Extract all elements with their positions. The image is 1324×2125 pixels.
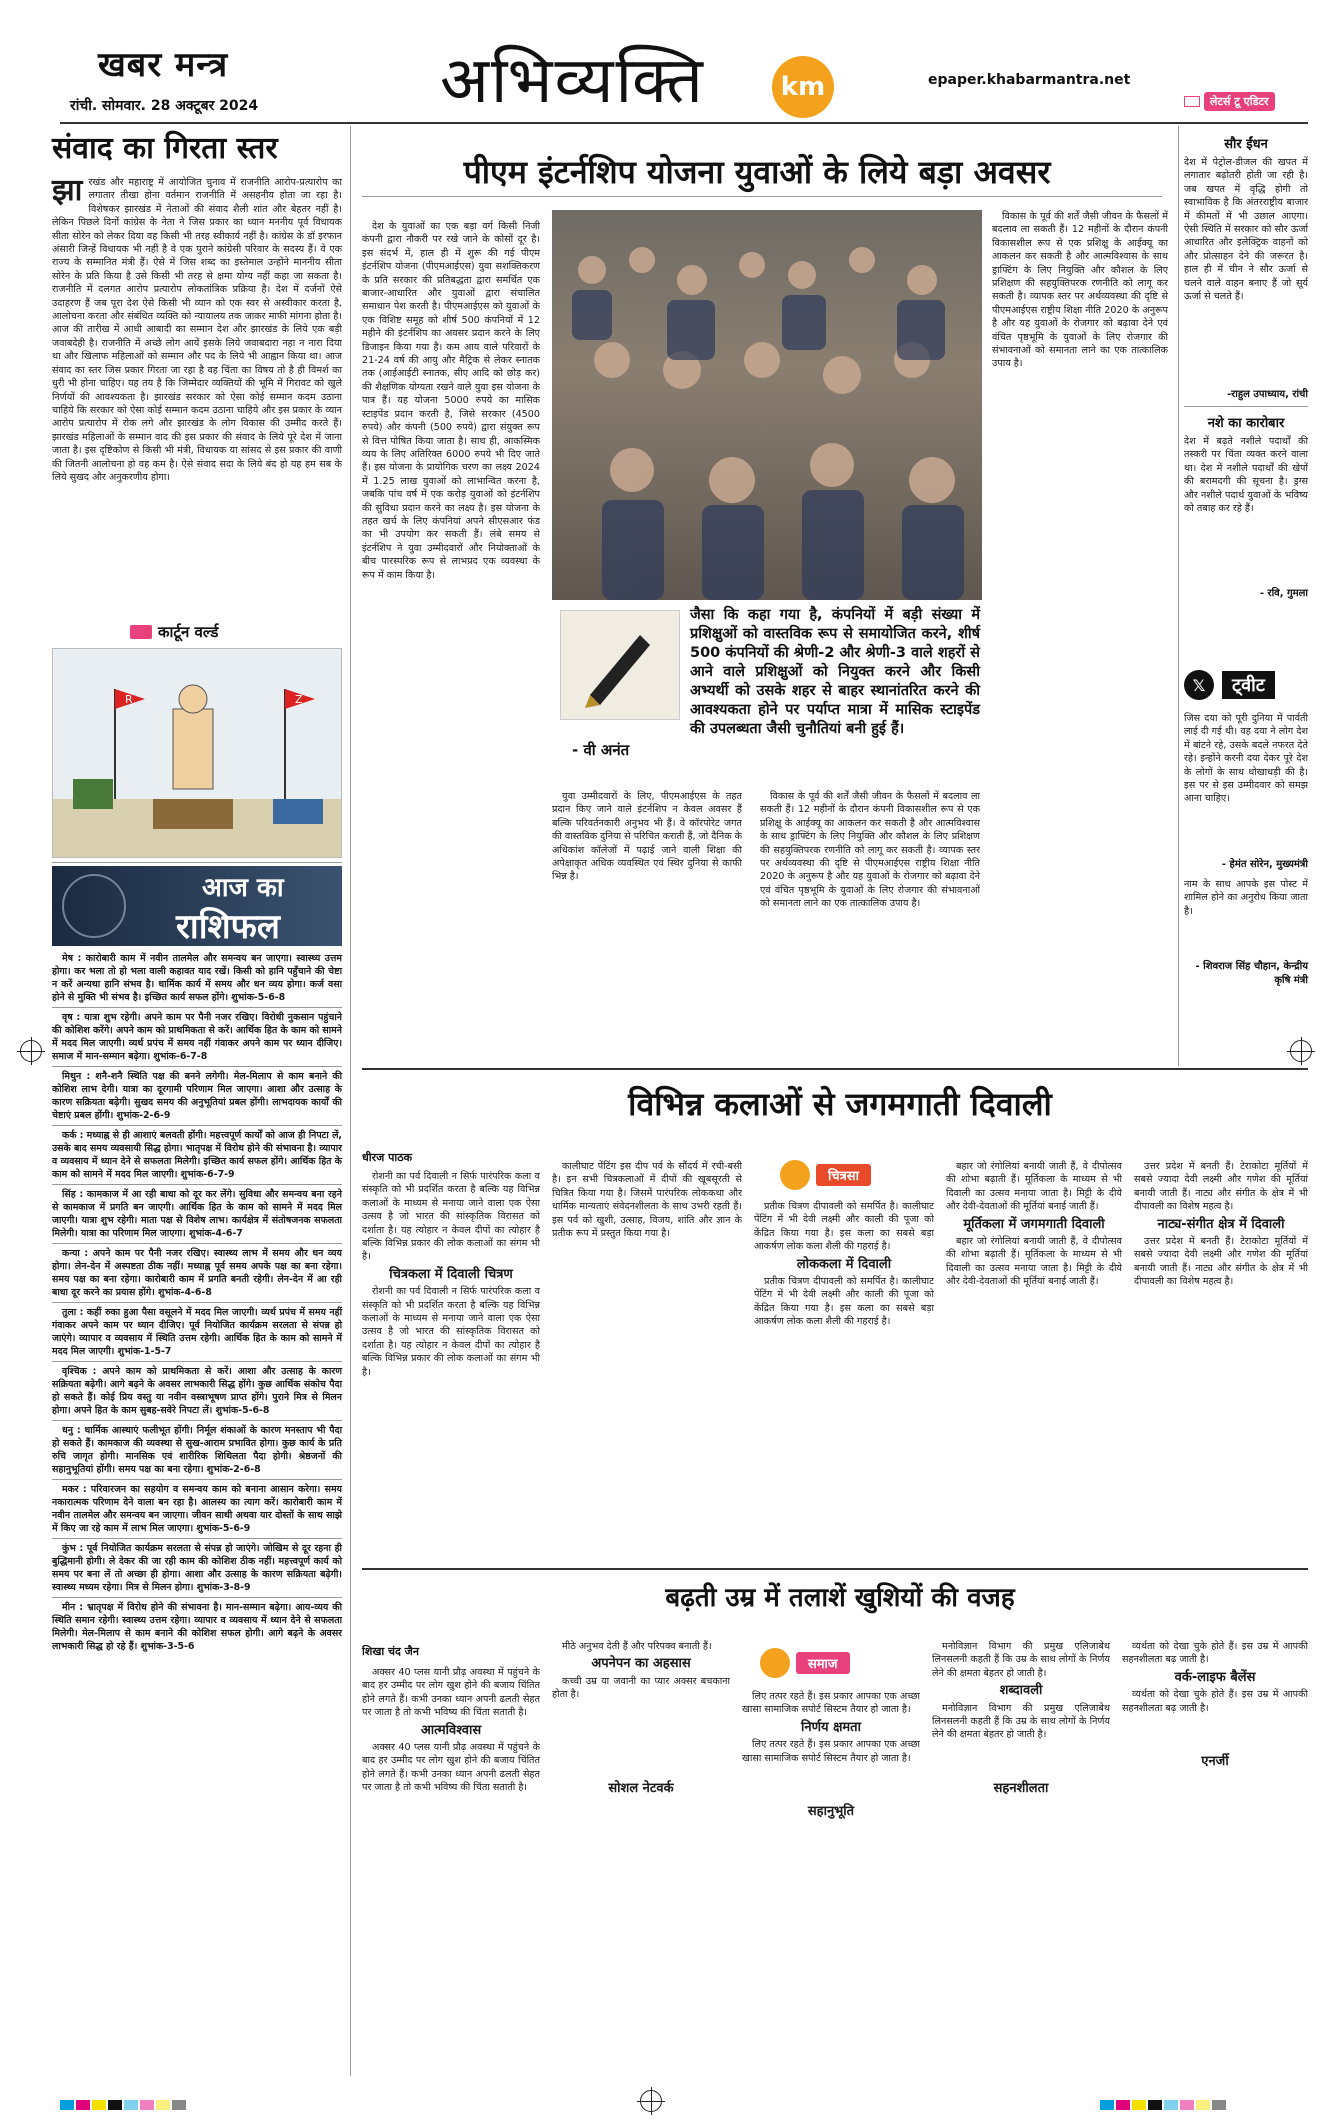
happiness-sub-3: सोशल नेटवर्क: [608, 1780, 674, 1796]
tweet-body: जिस दया को पूरी दुनिया में पार्वती लाई दी गई थी। वह दया ने लोग देश में बांटने रहे, उसके बदले नफरत देते रहे। इन्होंने करनी दया देकर पूरे देश के लोगों के साथ धोखाधड़ी की है। इस पर से इस उम्मीदवार को समझ आना चाहिए। - हेमंत सोरेन, मुख्यमंत्री नाम के साथ आपके इस पोस्ट में शामिल होने का अनुरोध किया जाता है। - शिवराज सिंह चौहान, केन्द्रीय कृषि मंत्री: [1184, 713, 1308, 986]
main-headline: पीएम इंटर्नशिप योजना युवाओं के लिये बड़ा अवसर: [463, 153, 1051, 191]
rashifal-list: [52, 952, 342, 1656]
rashifal-item-kark: कर्क : मध्याह्न से ही आशाएं बलवती होंगी। महत्त्वपूर्ण कार्यों को आज ही निपटा लें, उसके बाद समय व्यवसायी सिद्ध होगा। भातृपक्ष में विरोध होने की संभावना है। व्यापार व व्यवसाय में ध्यान देने से सफलता मिलेगी। इच्छित कार्य सफल होंगे। आर्थिक हित के काम को सामने में मदद मिल जाएगी। शुभांक-6-7-9: [52, 1130, 342, 1180]
main-author: - वी अनंत: [572, 741, 630, 759]
main-photo: [552, 210, 982, 600]
diwali-tag: [780, 1160, 871, 1190]
letters-tag-label: लेटर्स टू एडिटर: [1204, 92, 1275, 111]
epaper-url[interactable]: epaper.khabarmantra.net: [928, 72, 1131, 88]
diwali-col-3: प्रतीक चित्रण दीपावली को समर्पित है। कालीघाट पेंटिंग में भी देवी लक्ष्मी और काली की पूजा को केंद्रित किया गया है। इस कला का सबसे बड़ा आकर्षण लोक कला शैली की गहराई है। लोककला में दिवाली प्रतीक चित्रण दीपावली को समर्पित है। कालीघाट पेंटिंग में भी देवी लक्ष्मी और काली की पूजा को केंद्रित किया गया है। इस कला का सबसे बड़ा आकर्षण लोक कला शैली की गहराई है।: [754, 1201, 934, 1328]
happiness-sub-7: सहनशीलता: [993, 1780, 1049, 1796]
editorial-body: [52, 173, 342, 484]
letters-list: [1184, 130, 1308, 599]
happiness-col-4: मनोविज्ञान विभाग की प्रमुख एलिजाबेथ लिनसलनी कहती हैं कि उम्र के साथ लोगों के निर्णय लेने की क्षमता बेहतर हो जाती है। शब्दावली मनोविज्ञान विभाग की प्रमुख एलिजाबेथ लिनसलनी कहती हैं कि उम्र के साथ लोगों के निर्णय लेने की क्षमता बेहतर हो जाती है। सहनशीलता: [932, 1641, 1110, 1796]
letter-title: नशे का कारोबार: [1207, 416, 1285, 431]
letter-body: देश में पेट्रोल-डीजल की खपत में लगातार बढ़ोतरी होती जा रही है। जब खपत में वृद्धि होगी तो स्वाभाविक है कि अंतरराष्ट्रीय बाजार में कीमतों में भी उछाल आएगा। ऐसी स्थिति में सरकार को सौर ऊर्जा आधारित और इलेक्ट्रिक वाहनों को और प्रोत्साहन देने की जरूरत है। हाल ही में चीन ने सौर ऊर्जा से चलने वाले वाहन बनाए हैं जो सूर्य ऊर्जा से चलते हैं।: [1184, 157, 1308, 303]
section-title: अभिव्यक्ति: [440, 44, 705, 118]
tweet-signature: - हेमंत सोरेन, मुख्यमंत्री: [1221, 859, 1308, 870]
diwali-col-2: कालीघाट पेंटिंग इस दीप पर्व के सौंदर्य में रची-बसी है। इन सभी चित्रकलाओं में दीपों की खूबसूरती से चित्रित किया गया है। जिसमें पारंपरिक लोककथा और धार्मिक मान्यताएं संवेदनशीलता के साथ उभरी रहती हैं। इस पर्व को खुशी, उत्साह, विजय, शांति और ज्ञान के प्रतीक रूप में प्रस्तुत किया गया है।: [552, 1161, 742, 1240]
registration-mark: [20, 1040, 42, 1062]
happiness-tag-label: समाज: [796, 1652, 850, 1674]
rashifal-item-dhanu: धनु : धार्मिक आस्थाएं फलीभूत होंगी। निर्मूल शंकाओं के कारण मनस्ताप भी पैदा हो सकते हैं। कामकाज की व्यवस्था से सुख-आराम प्रभावित होगा। कुछ कार्य के प्रति रुचि जागृत होगी। मानसिक एवं शारीरिक शिथिलता पैदा होगी। श्रेष्ठजनों की सहानुभूतियां होंगी। समय पक्ष का बना रहेगा। शुभांक-2-6-8: [52, 1425, 342, 1475]
happiness-sub-8: वर्क-लाइफ बैलेंस: [1174, 1669, 1256, 1685]
cartoon-image: [52, 648, 342, 858]
color-calibration-bar: [60, 2100, 186, 2110]
registration-mark: [640, 2090, 662, 2112]
letter-signature: - रवि, गुमला: [1259, 588, 1308, 599]
happiness-sub-5: सहानुभूति: [807, 1804, 855, 1820]
happiness-headline: बढ़ती उम्र में तलाशें खुशियों की वजह: [665, 1583, 1015, 1613]
envelope-icon: [130, 625, 152, 639]
editorial-headline: संवाद का गिरता स्तर: [52, 131, 278, 166]
crowd-photo: [552, 210, 982, 600]
paper-name: खबर मन्त्र: [98, 45, 229, 85]
rashifal-item-mithun: मिथुन : शनै-शनै स्थिति पक्ष की बनने लगेगी। मेल-मिलाप से काम बनाने की कोशिश लाभ देगी। यात्रा का दूरगामी परिणाम मिल जाएगा। आशा और उत्साह के कारण सक्रियता बढ़ेगी। सुखद समय की अनुभूतियां प्रबल होंगी। लाभदायक कार्यों की चेष्टाएं प्रबल होंगी। शुभांक-2-6-9: [52, 1071, 342, 1121]
happiness-tag: [760, 1648, 850, 1678]
diwali-sub-2: लोककला में दिवाली: [796, 1256, 892, 1272]
happiness-byline: शिखा चंद जैन: [362, 1645, 419, 1658]
paint-icon: [780, 1160, 810, 1190]
pen-icon: [560, 610, 680, 720]
diwali-sub-1: चित्रकला में दिवाली चित्रण: [389, 1266, 513, 1282]
registration-mark: [1290, 1040, 1312, 1062]
letter-body: देश में बढ़ते नशीले पदार्थों की तस्करी पर चिंता व्यक्त करने वाला था। देश में नशीले पदार्थों की खेपों की बरामदगी की सूचना है। ड्रग्स और नशीले पदार्थ युवाओं के भविष्य को तबाह कर रहे हैं।: [1184, 436, 1308, 515]
tweet-signature-2: - शिवराज सिंह चौहान, केन्द्रीय कृषि मंत्री: [1195, 961, 1308, 986]
main-col-1: देश के युवाओं का एक बड़ा वर्ग किसी निजी कंपनी द्वारा नौकरी पर रखे जाने के कोसों दूर है। इस संदर्भ में, हाल ही में शुरू की गई पीएम इंटर्नशिप योजना (पीएमआईएस) युवा सशक्तिकरण के प्रति सरकार की प्रतिबद्धता द्वारा समर्थित एक बाजार-आधारित और युवाओं द्वारा संचालित समाधान पेश करती है। पीएमआईएस को युवाओं के एक विशिष्ट समूह को शीर्ष 500 कंपनियों में 12 महीने की इंटर्नशिप का अवसर प्रदान करने के लिए डिजाइन किया गया है। कम आय वाले परिवारों के 21-24 वर्ष की आयु और मैट्रिक से लेकर स्नातक तक (आईआईटी स्नातक, सीए आदि को छोड़ कर) की शैक्षणिक योग्यता रखने वाले युवा इस योजना के पात्र हैं। यह योजना 5000 रुपये का मासिक स्टाइपेंड प्रदान करती है, जिसे सरकार (4500 रुपये) और कंपनी (500 रुपये) द्वारा संयुक्त रूप से वित्त पोषित किया जाता है। साथ ही, आकस्मिक व्यय के लिए अतिरिक्त 6000 रुपये भी दिए जाते हैं। इस योजना के प्रायोगिक चरण का लक्ष्य 2024 में 1.25 लाख युवाओं को लाभान्वित करना है, जबकि पांच वर्ष में एक करोड़ युवाओं को इंटर्नशिप की सुविधा प्रदान करने का लक्ष्य है। इस योजना के तहत खर्च के लिए कंपनियां अपने सीएसआर फंड का भी उपयोग कर सकती हैं। लंबे समय से इंटर्नशिप ने युवा उम्मीदवारों और नियोक्ताओं के बीच पारस्परिक रूप से लाभप्रद एक व्यवस्था के रूप में काम किया है।: [362, 221, 540, 581]
zodiac-wheel-icon: [62, 874, 126, 938]
svg-text:R: R: [125, 693, 133, 706]
diwali-col-1: रोशनी का पर्व दिवाली न सिर्फ पारंपरिक कला व संस्कृति को भी प्रदर्शित करता है बल्कि यह विभिन्न कलाओं के माध्यम से मनाया जाने वाला एक ऐसा उत्सव है जो भारत की सांस्कृतिक विरासत को दर्शाता है। यह त्योहार न केवल दीपों का त्योहार है बल्कि विभिन्न प्रकार की लोक कलाओं का संगम भी है। चित्रकला में दिवाली चित्रण रोशनी का पर्व दिवाली न सिर्फ पारंपरिक कला व संस्कृति को भी प्रदर्शित करता है बल्कि यह विभिन्न कलाओं के माध्यम से मनाया जाने वाला एक ऐसा उत्सव है जो भारत की सांस्कृतिक विरासत को दर्शाता है। यह त्योहार न केवल दीपों का त्योहार है बल्कि विभिन्न प्रकार की लोक कलाओं का संगम भी है।: [362, 1171, 540, 1378]
x-logo-icon: 𝕏: [1184, 670, 1214, 700]
happiness-sub-1: आत्मविश्वास: [420, 1722, 482, 1738]
rashifal-item-kumbh: कुंभ : पूर्व नियोजित कार्यक्रम सरलता से संपन्न हो जाएंगे। जोखिम से दूर रहना ही बुद्धिमानी होगी। ले देकर की जा रही काम की कोशिश ठीक नहीं। महत्त्वपूर्ण कार्य को समय पर बना लें तो अच्छा ही होगा। आशा और उत्साह के कारण सक्रियता बढ़ेगी। स्वास्थ्य मध्यम रहेगा। मित्र से मिलन होगा। शुभांक-3-8-9: [52, 1543, 342, 1593]
happiness-sub-4: निर्णय क्षमता: [801, 1719, 861, 1735]
pull-quote: जैसा कि कहा गया है, कंपनियों में बड़ी संख्या में प्रशिक्षुओं को वास्तविक रूप से समायोजित करने, शीर्ष 500 कंपनियों की श्रेणी-2 और श्रेणी-3 वाले शहरों से आने वाले प्रशिक्षुओं को नियुक्त करने और किसी अभ्यर्थी को उसके शहर से बाहर स्थानांतरित करने की आवश्यकता होने पर पर्याप्त मात्रा में मासिक स्टाइपेंड की उपलब्धता जैसी चुनौतियां बनी हुई हैं।: [690, 607, 980, 737]
diwali-headline: विभिन्न कलाओं से जगमगाती दिवाली: [628, 1085, 1052, 1123]
cartoon-tag-label: कार्टून वर्ल्ड: [158, 623, 219, 641]
editorial-text: रखंड और महाराष्ट्र में आयोजित चुनाव में राजनीति आरोप-प्रत्यारोप का लगातार तीखा होना वर्तमान राजनीति में असहनीय होता जा रहा है। विशेषकर झारखंड में नेताओं की संवाद शैली शांत और बेहतर नहीं है। लेकिन पिछले दिनों कांग्रेस के नेता ने जिस प्रकार का ध्यान मननीय पूर्व विधायक सीता सोरेन को लेकर दिया वह किसी भी तरह स्वीकार्य नहीं है। कांग्रेस के डॉ इरफान अंसारी जिन्हें विधायक भी नहीं है वे एक पुराने कांग्रेसी परिवार के सदस्य हैं। वे एक राज्य के सम्मानित मंत्री हैं। ऐसे में जिस शब्द का इस्तेमाल उन्होंने माननीय सीता सोरेन के प्रति किया है उसे किसी भी तरह से क्षमा योग्य नहीं कहा जा सकता है। राजनीति में दलगत आरोप प्रत्यारोप लोकतांत्रिक प्रक्रिया है। देश में दर्जनों ऐसे उदाहरण हैं जब पूरा देश ऐसे किसी भी व्यान को एक स्वर से अस्वीकार करता है, आलोचना करता और संबंधित व्यक्ति को न्यायालय तक जाकर माफी मांगना होता है। आज की तारीख में आधी आबादी का सम्मान देश और झारखंड के लिये एक बड़ी जवाबदेही है। राजनीति में अच्छे लोग आयें इसके लिये जवाबदारा नहा न नारा दिया था और खिलाफ महिलाओं को सम्मान और पद के लिये भी आह्वान किया था। आज संवाद का स्तर जिस प्रकार गिरता जा रहा है वह चिंता का विषय तो है ही विमर्श का धुरी भी होना चाहिए। यह तय है कि जिम्मेदार व्यक्तियों की भूमि में गिरावट को खुले निर्णयों की आवश्यकता है। झारखंड सरकार को ऐसा कोई सम्मान कदम उठाना चाहिये कि सरकार को ऐसा कोई सम्मान कदम उठाना चाहिये और इस प्रकार के व्यान आरोप प्रत्यारोप में रोक लगे और झारखंड के लोग विकास की उम्मीद करते हैं। झारखंड महिलाओं के सम्मान वाद की इस प्रकार की संवाद के लिये पूरे देश में जाना जाता है। इस दृष्टिकोण से किसी भी मंत्री, विधायक या सांसद से इस प्रकार की वाणी की जितनी आलोचना हो वह कम है। ऐसे संवाद सदा के लिये बंद हो यह हम सब के लिये सुखद और अनुकरणीय होगा।: [52, 177, 342, 483]
tweet-tag-label: ट्वीट: [1222, 671, 1275, 699]
rashifal-title-top: आज का: [202, 873, 284, 903]
main-col-2b: विकास के पूर्व की शर्तें जैसी जीवन के फैसलों में बदलाव ला सकती हैं। 12 महीनों के दौरान कंपनी विकासशील रूप से एक प्रशिक्षु के आईक्यू का आकलन कर सकती है और आत्मविश्वास के साथ ड्राफ्टिंग के लिए नियुक्ति और कौशल के लिए प्रशिक्षण की सहयुक्तिपरक रणनीति को लागू कर सकती है। व्यापक स्तर पर अर्थव्यवस्था की दृष्टि से पीएमआईएस राष्ट्रीय शिक्षा नीति 2020 के अनुरूप है और यह युवाओं के रोजगार को बढ़ावा देने एवं वंचित पृष्ठभूमि के युवाओं के लिए रोजगार की संभावनाओं को समानता लाने का एक तात्कालिक उपाय है।: [760, 791, 980, 910]
logo: km: [772, 56, 834, 118]
happiness-col-1: अक्सर 40 प्लस यानी प्रौढ़ अवस्था में पहुंचने के बाद हर उम्मीद पर लोग खुश होने की बजाय चिंतित होने लगते हैं। कभी उनका ध्यान अपनी ढलती सेहत पर जाता है तो कभी भविष्य की चिंता सताती है। आत्मविश्वास अक्सर 40 प्लस यानी प्रौढ़ अवस्था में पहुंचने के बाद हर उम्मीद पर लोग खुश होने की बजाय चिंतित होने लगते हैं। कभी उनका ध्यान अपनी ढलती सेहत पर जाता है तो कभी भविष्य की चिंता सताती है।: [362, 1667, 540, 1794]
rashifal-banner: [52, 866, 342, 946]
people-icon: [760, 1648, 790, 1678]
main-col-2: युवा उम्मीदवारों के लिए, पीएमआईएस के तहत प्रदान किए जाने वाले इंटर्नशिप न केवल अवसर हैं बल्कि परिवर्तनकारी अनुभव भी हैं। वे कॉरपोरेट जगत की वास्तविक दुनिया से परिचित कराती हैं, जो दैनिक के अधिकांश कॉलेजों में पढ़ाई जाने वाली शिक्षा की अपेक्षाकृत अधिक व्यवस्थित एवं स्थिर दुनिया से काफी भिन्न है।: [552, 791, 742, 883]
main-col-3: विकास के पूर्व की शर्तें जैसी जीवन के फैसलों में बदलाव ला सकती हैं। 12 महीनों के दौरान कंपनी विकासशील रूप से एक प्रशिक्षु के आईक्यू का आकलन कर सकती है और आत्मविश्वास के साथ ड्राफ्टिंग के लिए नियुक्ति और कौशल के लिए प्रशिक्षण की सहयुक्तिपरक रणनीति को लागू कर सकती है। व्यापक स्तर पर अर्थव्यवस्था की दृष्टि से पीएमआईएस राष्ट्रीय शिक्षा नीति 2020 के अनुरूप है और यह युवाओं के रोजगार को बढ़ावा देने एवं वंचित पृष्ठभूमि के युवाओं के लिए रोजगार की संभावनाओं को समानता लाने का एक तात्कालिक उपाय है।: [992, 211, 1168, 370]
happiness-col-2: मीठे अनुभव देती हैं और परिपक्व बनाती हैं। अपनेपन का अहसास कच्ची उम्र या जवानी का प्यार अक्सर बचकाना होता है। सोशल नेटवर्क: [552, 1641, 730, 1796]
svg-text:Z: Z: [295, 693, 303, 706]
cartoon-drawing: [53, 649, 342, 858]
date-line: रांची. सोमवार. 28 अक्टूबर 2024: [70, 98, 259, 114]
rashifal-item-kanya: कन्या : अपने काम पर पैनी नजर रखिए। स्वास्थ्य लाभ में समय और धन व्यय होगा। लेन-देन में अस्पष्टता ठीक नहीं। मध्याह्न पूर्व समय अपके पक्ष का बना रहेगा। समय पक्ष का बना रहेगा। कारोबारी काम में प्रगति बनती रहेगी। लेन-देन में आ रही बाधा दूर करने का प्रयास होंगे। शुभांक-4-6-8: [52, 1248, 342, 1298]
diwali-byline: धीरज पाठक: [362, 1151, 413, 1164]
diwali-col-5: उत्तर प्रदेश में बनती हैं। टेराकोटा मूर्तियों में सबसे ज्यादा देवी लक्ष्मी और गणेश की मूर्तियां बनायी जाती हैं। नाट्य और संगीत के क्षेत्र में भी दीपावली का विशेष महत्व है। नाट्य-संगीत क्षेत्र में दिवाली उत्तर प्रदेश में बनती हैं। टेराकोटा मूर्तियों में सबसे ज्यादा देवी लक्ष्मी और गणेश की मूर्तियां बनायी जाती हैं। नाट्य और संगीत के क्षेत्र में भी दीपावली का विशेष महत्व है।: [1134, 1161, 1308, 1288]
drop-letter: झा: [52, 173, 83, 208]
rashifal-item-mesh: मेष : कारोबारी काम में नवीन तालमेल और समन्वय बन जाएगा। स्वास्थ्य उत्तम होगा। कर भला तो हो भला वाली कहावत याद रखें। किसी को हानि पहुँचाने की चेष्टा न करें अन्यथा हानि संभव है। धार्मिक कार्य में समय और धन व्यय होगा। कर्ज वसा होने से मुक्ति भी संभव है। इच्छित कार्य सफल होंगे। शुभांक-5-6-8: [52, 953, 342, 1003]
rashifal-item-meen: मीन : भ्रातृपक्ष में विरोध होने की संभावना है। मान-सम्मान बढ़ेगा। आय-व्यय की स्थिति समान रहेगी। स्वास्थ्य उत्तम रहेगा। व्यापार व व्यवसाय में ध्यान देने से सफलता मिलेगी। मेल-मिलाप से काम बनाने की कोशिश सफल होगी। आगे बढ़ने के अवसर लाभकारी सिद्ध हो रहे हैं। शुभांक-3-5-6: [52, 1602, 342, 1652]
happiness-sub-2: अपनेपन का अहसास: [591, 1656, 691, 1672]
cartoon-tag: [130, 622, 218, 642]
happiness-col-5: व्यर्थता को देखा चुके होते हैं। इस उम्र में आपकी सहनशीलता बढ़ जाती है। वर्क-लाइफ बैलेंस व्यर्थता को देखा चुके होते हैं। इस उम्र में आपकी सहनशीलता बढ़ जाती है। एनर्जी: [1122, 1641, 1308, 1770]
diwali-sub-4: नाट्य-संगीत क्षेत्र में दिवाली: [1157, 1216, 1285, 1232]
happiness-col-3: लिए तत्पर रहते हैं। इस प्रकार आपका एक अच्छा खासा सामाजिक सपोर्ट सिस्टम तैयार हो जाता है। निर्णय क्षमता लिए तत्पर रहते हैं। इस प्रकार आपका एक अच्छा खासा सामाजिक सपोर्ट सिस्टम तैयार हो जाता है। सहानुभूति: [742, 1691, 920, 1820]
letter-title: सौर ईंधन: [1224, 137, 1268, 152]
diwali-tag-label: चित्रसा: [816, 1164, 871, 1186]
happiness-sub-6: शब्दावली: [999, 1683, 1043, 1699]
rashifal-item-makar: मकर : परिवारजन का सहयोग व समन्वय काम को बनाना आसान करेगा। समय नकारात्मक परिणाम देने वाला बन रहा है। आलस्य का त्याग करें। कारोबारी काम में नवीन तालमेल और समन्वय बन जाएगा। जीवन साथी अथवा यार दोस्तों के साथ साझे में किए जा रहे काम में लाभ मिल जाएगा। शुभांक-5-6-9: [52, 1484, 342, 1534]
tweet-tag: [1184, 670, 1308, 700]
rashifal-title-bottom: राशिफल: [176, 907, 280, 946]
rashifal-item-vrishchik: वृश्चिक : अपने काम को प्राथमिकता से करें। आशा और उत्साह के कारण सक्रियता बढ़ेगी। आगे बढ़ने के अवसर लाभकारी सिद्ध होंगे। कुछ आर्थिक संकोच पैदा हो सकते हैं। कोई प्रिय वस्तु या नवीन वस्त्राभूषण प्राप्त होंगे। पुराने मित्र से मिलन होगा। अपने हित के काम सुबह-सवेरे निपटा लें। शुभांक-5-6-8: [52, 1366, 342, 1416]
happiness-sub-9: एनर्जी: [1201, 1754, 1229, 1770]
envelope-icon: [1184, 96, 1200, 107]
letters-tag: [1184, 92, 1308, 111]
rashifal-item-singh: सिंह : कामकाज में आ रही बाधा को दूर कर लेंगे। सुविधा और समन्वय बना रहने से कामकाज में प्रगति बन जाएगी। आर्थिक हित के काम को सामने में मदद मिल जाएगी। यात्रा शुभ रहेगी। माता पक्ष से विशेष लाभ। कार्यक्षेत्र में संतोषजनक सफलता मिलेगी। यात्रा का परिणाम मिल जाएगा। शुभांक-4-6-7: [52, 1189, 342, 1239]
diwali-sub-3: मूर्तिकला में जगमगाती दिवाली: [963, 1216, 1105, 1232]
letter-signature: -राहुल उपाध्याय, रांची: [1226, 389, 1308, 400]
rashifal-item-vrish: वृष : यात्रा शुभ रहेगी। अपने काम पर पैनी नजर रखिए। विरोधी नुकसान पहुंचाने की कोशिश करेंगे। अपने काम को प्राथमिकता से करें। आर्थिक हित के काम को सामने में मदद मिल जाएगी। व्यर्थ प्रपंच में समय नहीं गंवाकर अपने काम पर ध्यान दीजिए। समाज में मान-सम्मान बढ़ेगा। शुभांक-6-7-8: [52, 1012, 342, 1062]
rashifal-item-tula: तुला : कहीं रुका हुआ पैसा वसूलने में मदद मिल जाएगी। व्यर्थ प्रपंच में समय नहीं गंवाकर अपने काम पर ध्यान दीजिए। पूर्व नियोजित कार्यक्रम सरलता से संपन्न हो जाएंगे। व्यापार व व्यवसाय में स्थिति उत्तम रहेगी। आर्थिक हित के काम को सामने में मदद मिल जाएगी। शुभांक-1-5-7: [52, 1307, 342, 1357]
color-calibration-bar: [1100, 2100, 1226, 2110]
diwali-col-4: बहार जो रंगोलियां बनायी जाती हैं, वे दीपोत्सव की शोभा बढ़ाती हैं। मूर्तिकला के माध्यम से भी दिवाली का उत्सव मनाया जाता है। मिट्टी के दीये और देवी-देवताओं की मूर्तियां बनाई जाती हैं। मूर्तिकला में जगमगाती दिवाली बहार जो रंगोलियां बनायी जाती हैं, वे दीपोत्सव की शोभा बढ़ाती हैं। मूर्तिकला के माध्यम से भी दिवाली का उत्सव मनाया जाता है। मिट्टी के दीये और देवी-देवताओं की मूर्तियां बनाई जाती हैं।: [946, 1161, 1122, 1288]
